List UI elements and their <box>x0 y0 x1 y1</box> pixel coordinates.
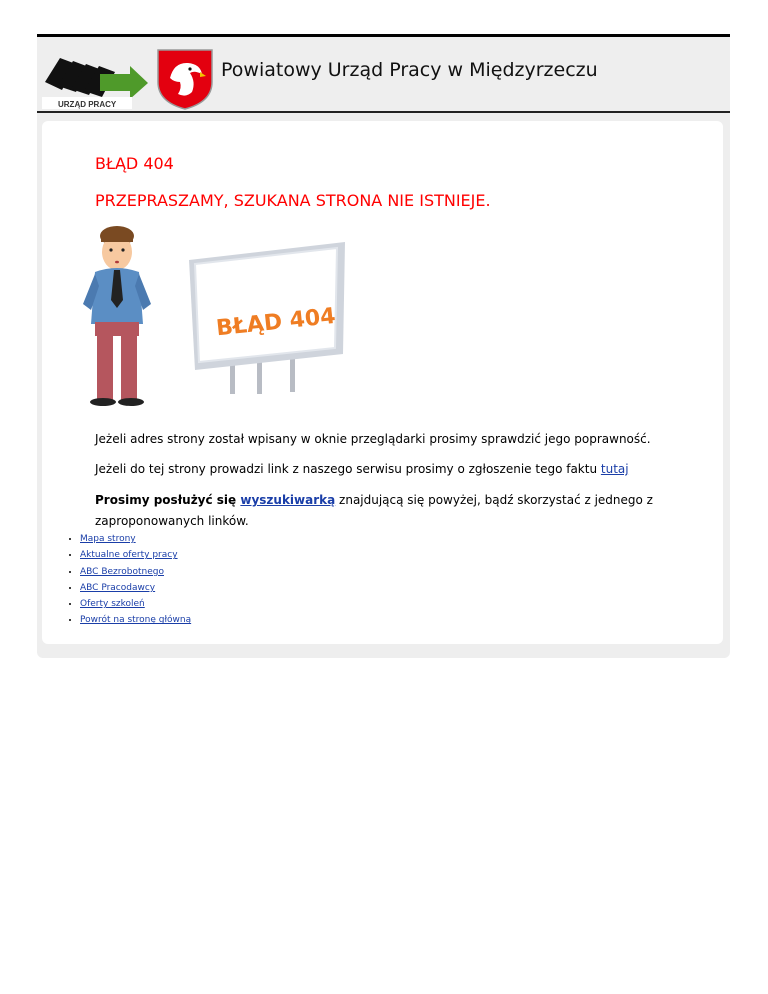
check-address-text: Jeżeli adres strony został wpisany w oknie przeglądarki prosimy sprawdzić jego poprawność. <box>95 432 651 446</box>
list-item <box>80 612 191 628</box>
list-item <box>80 564 191 580</box>
link-job-offers[interactable]: Aktualne oferty pracy <box>80 550 178 561</box>
urzad-pracy-logo[interactable] <box>40 52 152 110</box>
error-message: PRZEPRASZAMY, SZUKANA STRONA NIE ISTNIEJE. <box>95 191 491 210</box>
suggested-links-list <box>64 531 191 629</box>
report-link[interactable]: tutaj <box>600 462 629 476</box>
link-home[interactable]: Powrót na stronę główną <box>80 615 192 626</box>
error-illustration <box>67 224 337 409</box>
search-suggestion-paragraph <box>95 490 695 532</box>
search-link[interactable]: wyszukiwarką <box>240 493 336 507</box>
report-link-paragraph <box>95 459 695 480</box>
list-item <box>80 580 191 596</box>
site-header <box>37 37 730 113</box>
site-title: Powiatowy Urząd Pracy w Międzyrzeczu <box>221 59 598 81</box>
logo-text: URZĄD PRACY <box>58 100 117 109</box>
list-item <box>80 547 191 563</box>
coat-of-arms-icon <box>156 48 214 110</box>
search-suggestion-bold: Prosimy posłużyć się <box>95 493 241 507</box>
search-suggestion-rest: znajdującą się powyżej, bądź skorzystać z jednego z zaproponowanych linków. <box>95 493 653 528</box>
list-item <box>80 531 191 547</box>
link-abc-unemployed[interactable]: ABC Bezrobotnego <box>80 566 164 577</box>
link-site-map[interactable]: Mapa strony <box>80 534 136 544</box>
link-abc-employer[interactable]: ABC Pracodawcy <box>80 582 156 593</box>
report-text: Jeżeli do tej strony prowadzi link z naszego serwisu prosimy o zgłoszenie tego faktu <box>95 462 601 476</box>
page-frame <box>37 34 730 658</box>
link-training-offers[interactable]: Oferty szkoleń <box>80 599 145 610</box>
list-item <box>80 596 191 612</box>
error-code-title: BŁĄD 404 <box>95 154 174 173</box>
board-text: BŁĄD 404 <box>214 303 337 342</box>
error-content <box>42 121 723 644</box>
